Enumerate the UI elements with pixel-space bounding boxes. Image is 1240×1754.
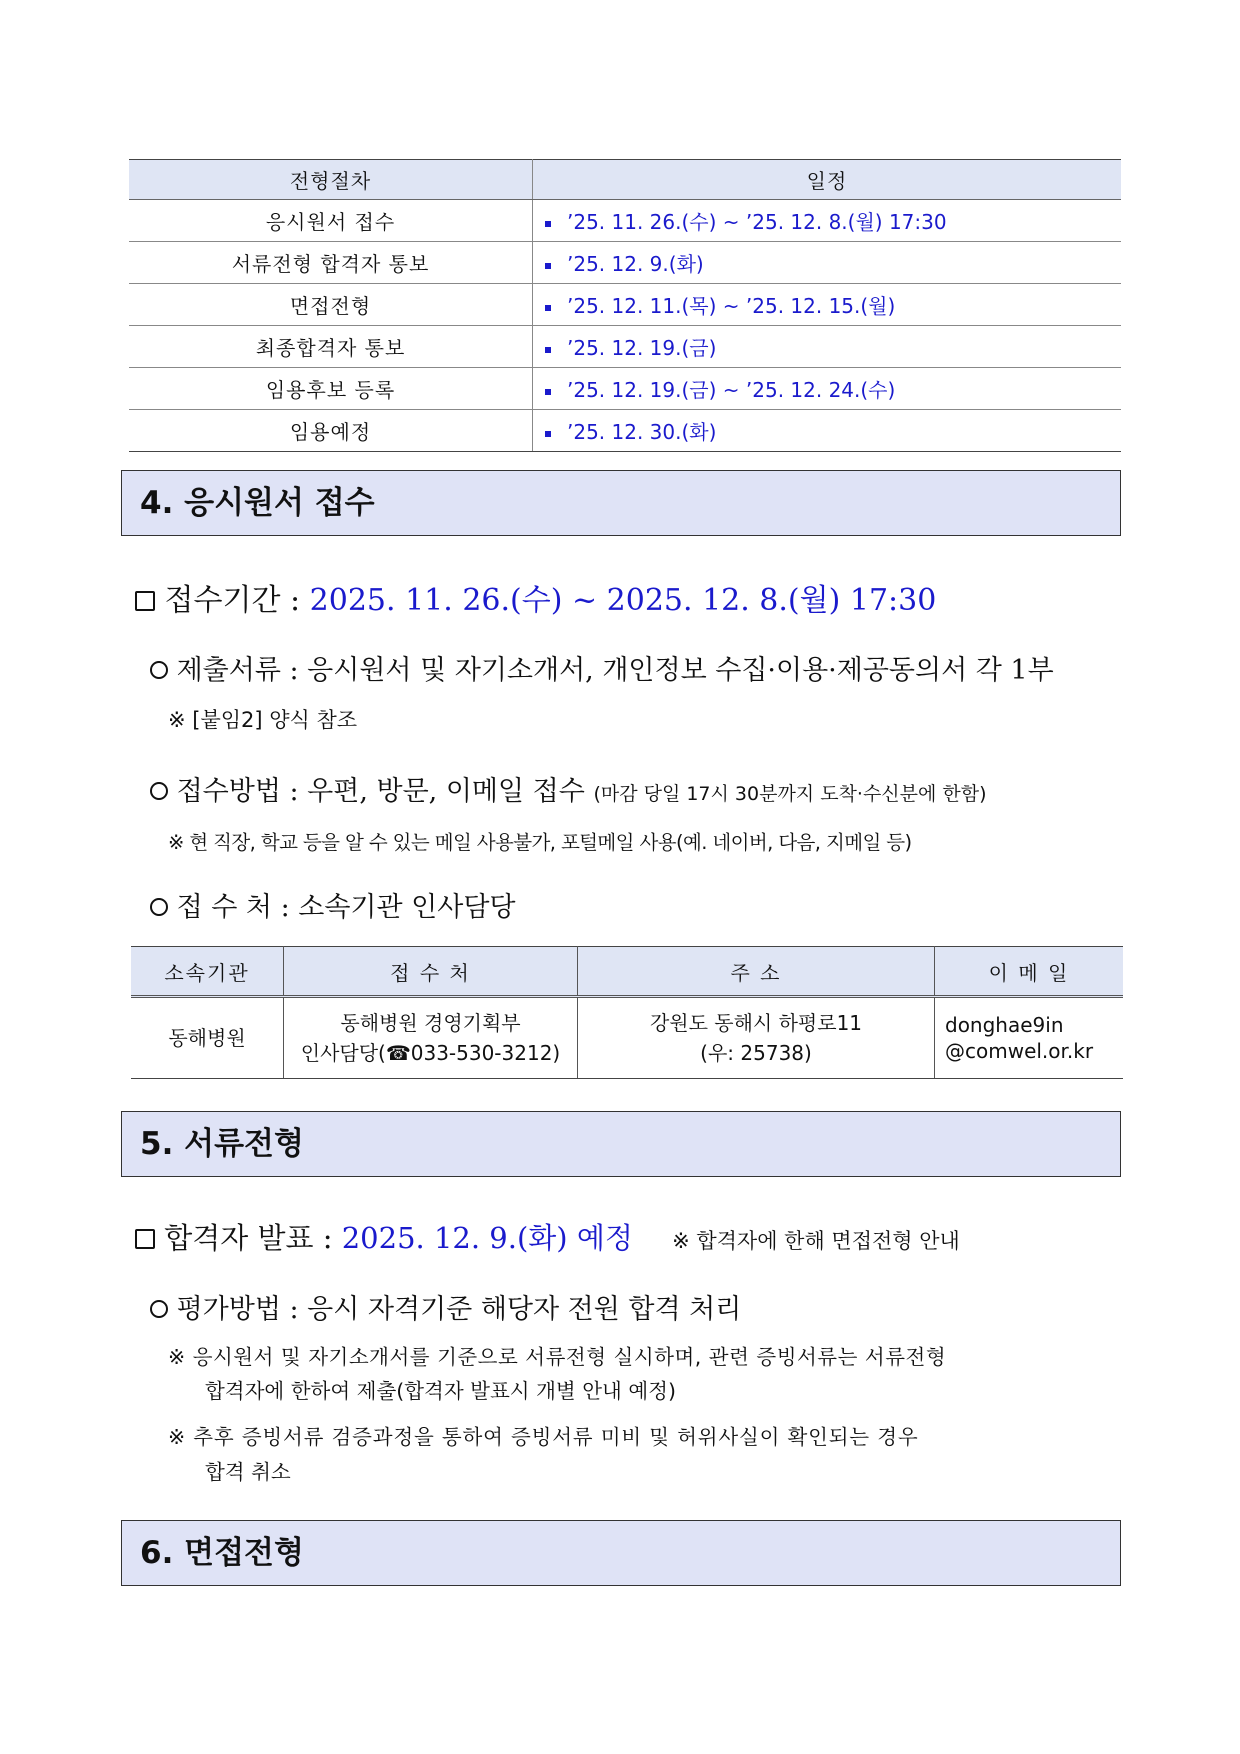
table-row — [129, 368, 1121, 410]
table-row — [129, 410, 1121, 452]
announce-note: ※ 합격자에 한해 면접전형 안내 — [672, 1229, 960, 1253]
bullet-square-icon — [545, 305, 551, 311]
office-email[interactable] — [935, 997, 1124, 1079]
section-4-title: 4. 응시원서 접수 — [140, 485, 375, 521]
schedule-step: 면접전형 — [129, 284, 533, 326]
eval-text: 평가방법 : 응시 자격기준 해당자 전원 합격 처리 — [176, 1294, 742, 1325]
period-label: 접수기간 : — [164, 583, 301, 618]
schedule-date: ’25. 12. 11.(목) ~ ’25. 12. 15.(월) — [567, 294, 896, 318]
table-row — [129, 242, 1121, 284]
section-6-header — [121, 1520, 1121, 1586]
section-6-title: 6. 면접전형 — [140, 1535, 304, 1571]
schedule-date: ’25. 12. 30.(화) — [567, 420, 717, 444]
schedule-table — [129, 159, 1121, 452]
schedule-date: ’25. 12. 9.(화) — [567, 252, 704, 276]
office-dept-line2: 인사담당(☎033-530-3212) — [300, 1041, 561, 1065]
section-4-header — [121, 470, 1121, 536]
schedule-header-date: 일정 — [533, 160, 1122, 200]
office-header-email: 이 메 일 — [935, 947, 1124, 997]
method-main: 접수방법 : 우편, 방문, 이메일 접수 — [176, 776, 585, 807]
note1-line2: 합격자에 한하여 제출(합격자 발표시 개별 안내 예정) — [205, 1379, 676, 1403]
place-text: 접 수 처 : 소속기관 인사담당 — [176, 892, 516, 923]
office-header-org: 소속기관 — [131, 947, 284, 997]
schedule-header-row — [129, 160, 1121, 200]
announce-label: 합격자 발표 : — [164, 1221, 333, 1255]
schedule-step: 응시원서 접수 — [129, 200, 533, 242]
office-table — [131, 946, 1123, 1079]
circle-bullet-icon — [150, 661, 168, 679]
table-row — [131, 997, 1123, 1079]
schedule-date: ’25. 11. 26.(수) ~ ’25. 12. 8.(월) 17:30 — [567, 210, 947, 234]
office-header-row — [131, 947, 1123, 997]
announce-line — [135, 1216, 960, 1257]
circle-bullet-icon — [150, 1300, 168, 1318]
eval-line — [150, 1287, 741, 1326]
table-row — [129, 326, 1121, 368]
method-line — [150, 769, 987, 808]
bullet-square-icon — [545, 221, 551, 227]
circle-bullet-icon — [150, 898, 168, 916]
schedule-step: 임용후보 등록 — [129, 368, 533, 410]
circle-bullet-icon — [150, 782, 168, 800]
office-header-address: 주 소 — [578, 947, 935, 997]
section-5-title: 5. 서류전형 — [140, 1126, 304, 1162]
schedule-step: 서류전형 합격자 통보 — [129, 242, 533, 284]
bullet-square-icon — [545, 347, 551, 353]
schedule-date: ’25. 12. 19.(금) — [567, 336, 717, 360]
section-5-header — [121, 1111, 1121, 1177]
office-address-line1: 강원도 동해시 하평로11 — [649, 1011, 863, 1035]
office-address-line2: (우: 25738) — [700, 1041, 812, 1065]
table-row — [129, 200, 1121, 242]
bullet-square-icon — [545, 263, 551, 269]
schedule-date: ’25. 12. 19.(금) ~ ’25. 12. 24.(수) — [567, 378, 896, 402]
docs-line — [150, 648, 1054, 687]
checkbox-square-icon — [135, 1229, 155, 1249]
docs-note: ※ [붙임2] 양식 참조 — [168, 708, 358, 732]
place-line — [150, 885, 516, 924]
note1-line1: ※ 응시원서 및 자기소개서를 기준으로 서류전형 실시하며, 관련 증빙서류는 서류전형 — [168, 1345, 947, 1369]
method-sub: (마감 당일 17시 30분까지 도착·수신분에 한함) — [593, 783, 987, 805]
method-note: ※ 현 직장, 학교 등을 알 수 있는 메일 사용불가, 포털메일 사용(예. 네이버, 다음, 지메일 등) — [168, 831, 912, 854]
office-email-line2: @comwel.or.kr — [945, 1039, 1094, 1063]
office-header-dept: 접 수 처 — [284, 947, 578, 997]
note2-line2: 합격 취소 — [205, 1460, 291, 1484]
docs-text: 제출서류 : 응시원서 및 자기소개서, 개인정보 수집·이용·제공동의서 각 1부 — [176, 655, 1054, 686]
schedule-header-step: 전형절차 — [129, 160, 533, 200]
office-org: 동해병원 — [131, 997, 284, 1079]
bullet-square-icon — [545, 431, 551, 437]
checkbox-square-icon — [135, 591, 155, 611]
schedule-step: 최종합격자 통보 — [129, 326, 533, 368]
schedule-step: 임용예정 — [129, 410, 533, 452]
announce-value: 2025. 12. 9.(화) 예정 — [341, 1221, 633, 1255]
period-value: 2025. 11. 26.(수) ~ 2025. 12. 8.(월) 17:30 — [309, 583, 937, 618]
office-email-line1: donghae9in — [945, 1013, 1064, 1037]
office-address — [578, 997, 935, 1079]
office-dept — [284, 997, 578, 1079]
table-row — [129, 284, 1121, 326]
note2-line1: ※ 추후 증빙서류 검증과정을 통하여 증빙서류 미비 및 허위사실이 확인되는 경우 — [168, 1425, 919, 1449]
bullet-square-icon — [545, 389, 551, 395]
period-line — [135, 575, 936, 619]
office-dept-line1: 동해병원 경영기획부 — [340, 1011, 521, 1035]
